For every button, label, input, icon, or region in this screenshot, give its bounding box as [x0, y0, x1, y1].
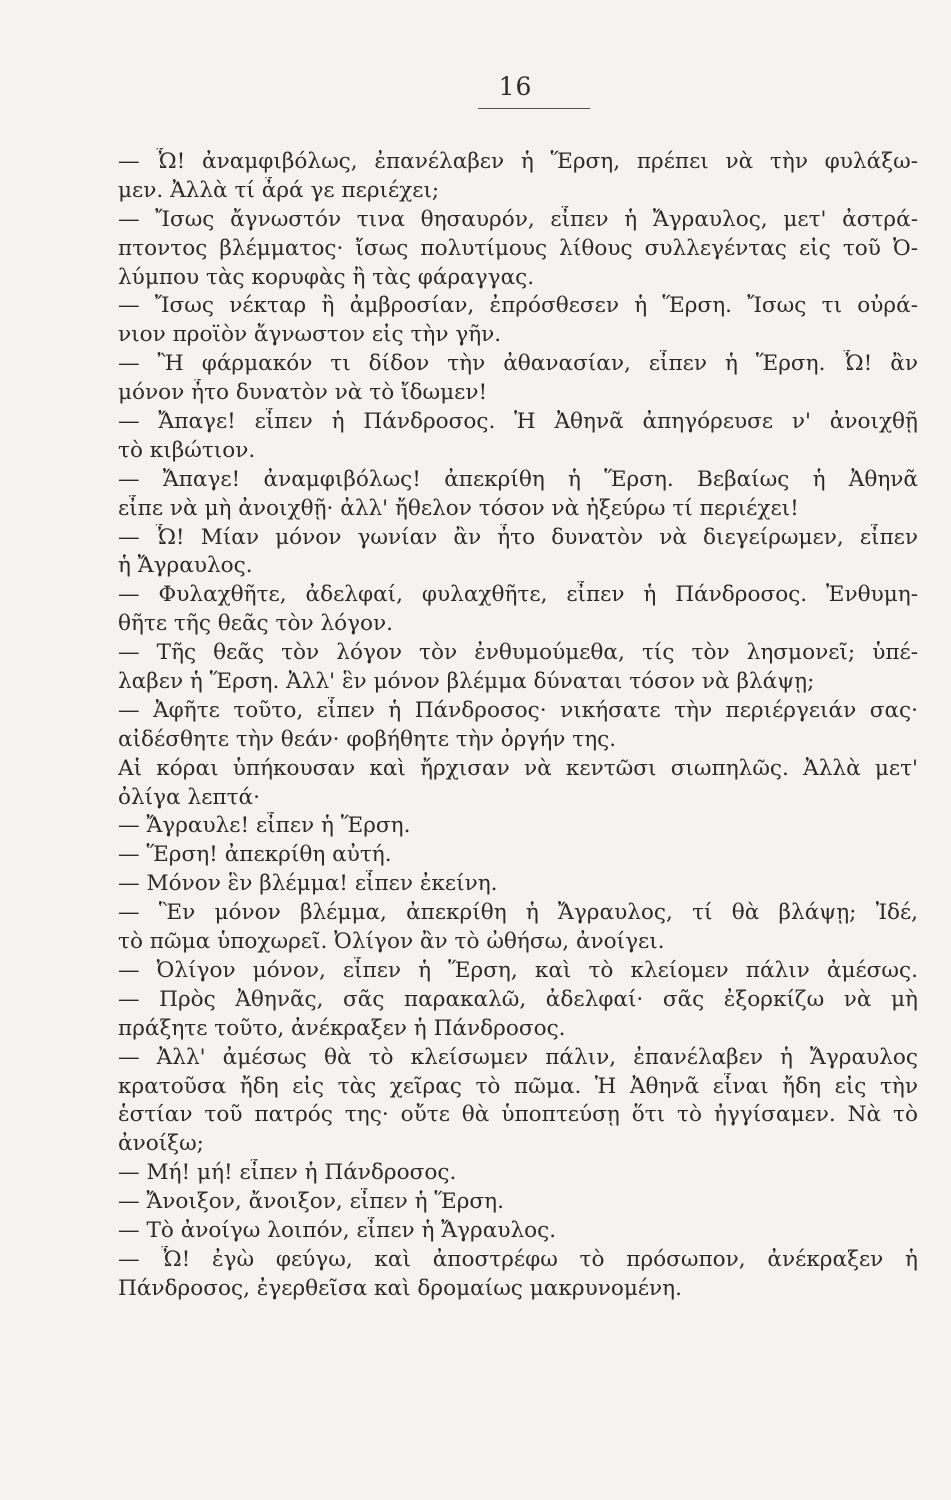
text-line: — Ἄγραυλε! εἶπεν ἡ Ἕρση.	[118, 813, 411, 839]
text-line: Πάνδροσος, ἐγερθεῖσα καὶ δρομαίως μακρυνομένη.	[118, 1275, 682, 1301]
text-line: μόνον ἦτο δυνατὸν νὰ τὸ ἴδωμεν!	[118, 380, 488, 406]
text-line: ἡ Ἄγραυλος.	[118, 553, 253, 579]
text-line: εἶπε νὰ μὴ ἀνοιχθῇ· ἀλλ' ἤθελον τόσον νὰ ἠξεύρω τί περιέχει!	[118, 495, 799, 521]
text-line: ἑστίαν τοῦ πατρός της· οὔτε θὰ ὑποπτεύσῃ ὅτι τὸ ἠγγίσαμεν. Νὰ τὸ	[118, 1102, 918, 1128]
body-text	[118, 148, 918, 1304]
text-line: ὀλίγα λεπτά·	[118, 784, 260, 810]
text-line: κρατοῦσα ἤδη εἰς τὰς χεῖρας τὸ πῶμα. Ἡ Ἀθηνᾶ εἶναι ἤδη εἰς τὴν	[118, 1073, 918, 1099]
text-line: πτοντος βλέμματος· ἴσως πολυτίμους λίθους συλλεγέντας εἰς τοῦ Ὀ-	[118, 235, 918, 261]
text-line: — Ἓν μόνον βλέμμα, ἀπεκρίθη ἡ Ἄγραυλος, τί θὰ βλάψῃ; Ἰδέ,	[118, 900, 918, 926]
text-line: — Ὦ! Μίαν μόνον γωνίαν ἂν ἦτο δυνατὸν νὰ διεγείρωμεν, εἶπεν	[118, 524, 918, 550]
text-line: μεν. Ἀλλὰ τί ἆρά γε περιέχει;	[118, 177, 440, 203]
text-line: — Τὸ ἀνοίγω λοιπόν, εἶπεν ἡ Ἄγραυλος.	[118, 1217, 557, 1243]
text-line: — Τῆς θεᾶς τὸν λόγον τὸν ἐνθυμούμεθα, τίς τὸν λησμονεῖ; ὑπέ-	[118, 640, 918, 666]
text-line: — Μόνον ἓν βλέμμα! εἶπεν ἐκείνη.	[118, 871, 498, 897]
text-line: τὸ πῶμα ὑποχωρεῖ. Ὀλίγον ἂν τὸ ὠθήσω, ἀνοίγει.	[118, 929, 665, 955]
text-line: — Ὦ! ἐγὼ φεύγω, καὶ ἀποστρέφω τὸ πρόσωπον, ἀνέκραξεν ἡ	[118, 1246, 918, 1272]
text-line: — Μή! μή! εἶπεν ἡ Πάνδροσος.	[118, 1160, 457, 1186]
text-line: λαβεν ἡ Ἕρση. Ἀλλ' ἓν μόνον βλέμμα δύναται τόσον νὰ βλάψῃ;	[118, 669, 815, 695]
text-line: — Ἄνοιξον, ἄνοιξον, εἶπεν ἡ Ἕρση.	[118, 1189, 504, 1215]
header-rule	[478, 108, 590, 109]
text-line: — Πρὸς Ἀθηνᾶς, σᾶς παρακαλῶ, ἀδελφαί· σᾶς ἐξορκίζω νὰ μὴ	[118, 986, 918, 1012]
text-line: ἀνοίξω;	[118, 1131, 204, 1157]
text-line: — Ἄπαγε! εἶπεν ἡ Πάνδροσος. Ἡ Ἀθηνᾶ ἀπηγόρευσε ν' ἀνοιχθῇ	[118, 409, 918, 435]
text-line: αἰδέσθητε τὴν θεάν· φοβήθητε τὴν ὀργήν της.	[118, 726, 617, 752]
text-line: — Ἕρση! ἀπεκρίθη αὐτή.	[118, 842, 392, 868]
text-line: — Ἀφῆτε τοῦτο, εἶπεν ἡ Πάνδροσος· νικήσατε τὴν περιέργειάν σας·	[118, 697, 918, 723]
text-line: — Ὦ! ἀναμφιβόλως, ἐπανέλαβεν ἡ Ἕρση, πρέπει νὰ τὴν φυλάξω-	[118, 149, 918, 174]
text-line: — Φυλαχθῆτε, ἀδελφαί, φυλαχθῆτε, εἶπεν ἡ Πάνδροσος. Ἐνθυμη-	[118, 582, 918, 608]
text-line: — Ἄπαγε! ἀναμφιβόλως! ἀπεκρίθη ἡ Ἕρση. Βεβαίως ἡ Ἀθηνᾶ	[118, 466, 918, 492]
text-line: λύμπου τὰς κορυφὰς ἢ τὰς φάραγγας.	[118, 264, 535, 290]
page-number: 16	[498, 72, 533, 101]
text-line: — Ἴσως νέκταρ ἢ ἀμβροσίαν, ἐπρόσθεσεν ἡ Ἕρση. Ἴσως τι οὐρά-	[118, 293, 918, 319]
text-line: — Ἢ φάρμακόν τι δίδον τὴν ἀθανασίαν, εἶπεν ἡ Ἕρση. Ὦ! ἂν	[118, 351, 918, 377]
text-line: πράξητε τοῦτο, ἀνέκραξεν ἡ Πάνδροσος.	[118, 1015, 566, 1041]
text-line: θῆτε τῆς θεᾶς τὸν λόγον.	[118, 611, 394, 637]
text-line: Αἱ κόραι ὑπήκουσαν καὶ ἤρχισαν νὰ κεντῶσι σιωπηλῶς. Ἀλλὰ μετ'	[118, 755, 918, 781]
text-line: νιον προϊὸν ἄγνωστον εἰς τὴν γῆν.	[118, 322, 502, 348]
text-line: τὸ κιβώτιον.	[118, 437, 256, 463]
text-line: — Ἀλλ' ἀμέσως θὰ τὸ κλείσωμεν πάλιν, ἐπανέλαβεν ἡ Ἄγραυλος	[118, 1044, 918, 1070]
text-line: — Ὀλίγον μόνον, εἶπεν ἡ Ἕρση, καὶ τὸ κλείομεν πάλιν ἀμέσως.	[118, 957, 918, 983]
text-line: — Ἴσως ἄγνωστόν τινα θησαυρόν, εἶπεν ἡ Ἄγραυλος, μετ' ἀστρά-	[118, 206, 918, 232]
